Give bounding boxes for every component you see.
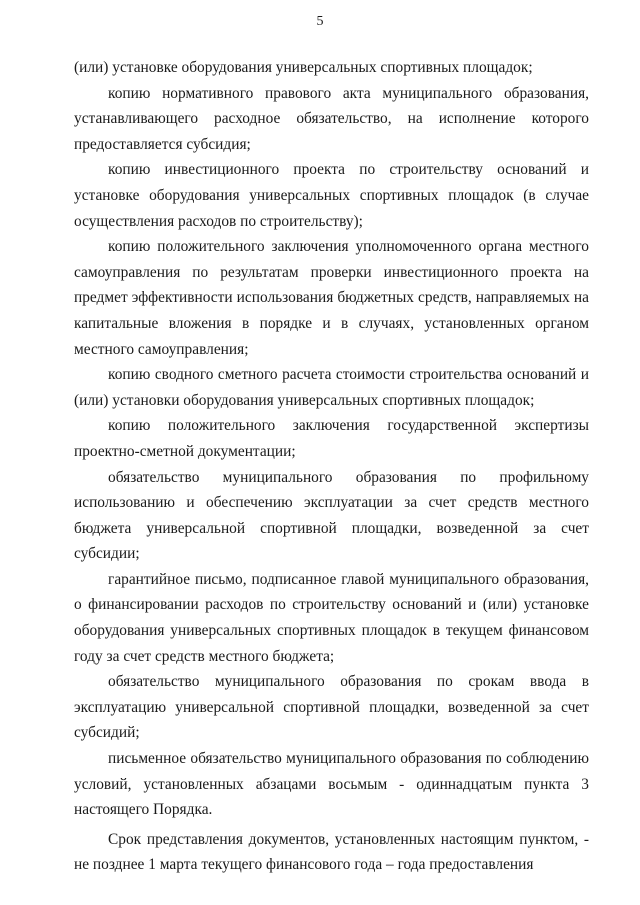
- paragraph: копию нормативного правового акта муниципального образования, устанавливающего расходное обязательство, на исполнение которого предоставляется субсидия;: [74, 84, 589, 153]
- document-body: [74, 55, 589, 878]
- paragraph: гарантийное письмо, подписанное главой муниципального образования, о финансировании расходов по строительству оснований и (или) установке оборудования универсальных спортивных площадок в текущем финансовом году за счет средств местного бюджета;: [74, 570, 589, 665]
- paragraph: (или) установке оборудования универсальных спортивных площадок;: [74, 59, 533, 76]
- paragraph: копию инвестиционного проекта по строительству оснований и установке оборудования универсальных спортивных площадок (в случае осуществления расходов по строительству);: [74, 161, 589, 230]
- paragraph: обязательство муниципального образования по срокам ввода в эксплуатацию универсальной спортивной площадки, возведенной за счет субсидий;: [74, 673, 589, 742]
- paragraph: копию сводного сметного расчета стоимости строительства оснований и (или) установки оборудования универсальных спортивных площадок;: [74, 366, 589, 409]
- paragraph: копию положительного заключения государственной экспертизы проектно-сметной документации;: [74, 417, 589, 460]
- paragraph: копию положительного заключения уполномоченного органа местного самоуправления по результатам проверки инвестиционного проекта на предмет эффективности использования бюджетных средств, направляемых на капитальные вложения в порядке и в случаях, установленных органом местного самоуправления;: [74, 238, 589, 358]
- page-number: 5: [316, 14, 324, 29]
- paragraph: Срок представления документов, установленных настоящим пунктом, - не позднее 1 марта текущего финансового года – года предоставления: [74, 830, 589, 874]
- paragraph: обязательство муниципального образования по профильному использованию и обеспечению эксплуатации за счет средств местного бюджета универсальной спортивной площадки, возведенной за счет субсидии;: [74, 468, 589, 563]
- paragraph: письменное обязательство муниципального образования по соблюдению условий, установленных абзацами восьмым - одиннадцатым пункта 3 настоящего Порядка.: [74, 750, 589, 819]
